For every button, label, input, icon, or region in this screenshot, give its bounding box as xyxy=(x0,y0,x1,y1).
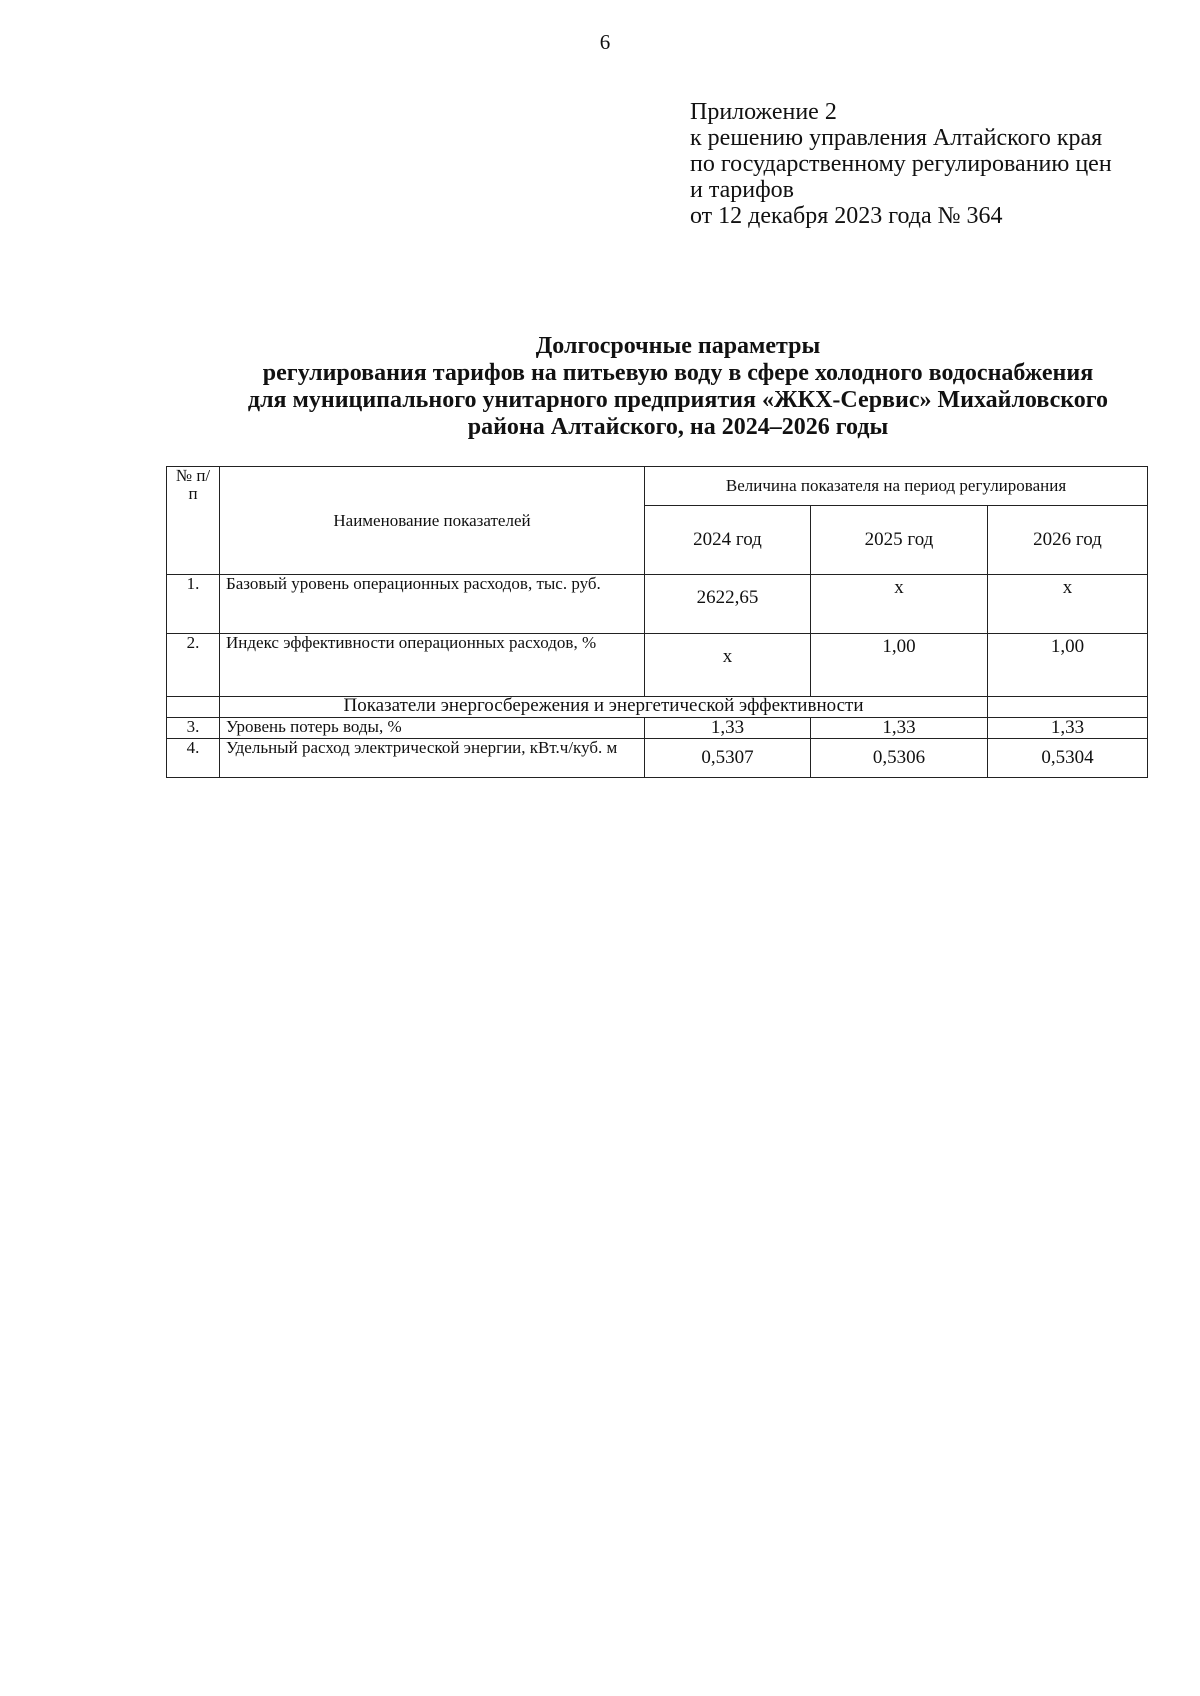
row-value-2024: 0,5307 xyxy=(645,739,811,778)
title-line: района Алтайского, на 2024–2026 годы xyxy=(467,414,889,440)
section-num xyxy=(167,697,220,718)
document-title xyxy=(0,333,1200,441)
table-header-row xyxy=(167,467,1148,506)
header-year-2024: 2024 год xyxy=(645,506,811,575)
page-number: 6 xyxy=(599,30,611,54)
row-value-2024: х xyxy=(645,634,811,697)
table-row xyxy=(167,739,1148,778)
header-period: Величина показателя на период регулирования xyxy=(645,467,1148,506)
header-name: Наименование показателей xyxy=(220,467,645,575)
row-value-2026: х xyxy=(988,575,1148,634)
table-row xyxy=(167,718,1148,739)
parameters-table xyxy=(166,466,1148,778)
row-value-2025: 1,00 xyxy=(811,634,988,697)
row-value-2026: 1,33 xyxy=(988,718,1148,739)
table-row xyxy=(167,575,1148,634)
header-year-2026: 2026 год xyxy=(988,506,1148,575)
row-name: Уровень потерь воды, % xyxy=(220,718,645,739)
row-value-2024: 1,33 xyxy=(645,718,811,739)
appendix-line: и тарифов xyxy=(690,177,795,203)
title-line: регулирования тарифов на питьевую воду в сфере холодного водоснабжения xyxy=(262,360,1094,386)
row-value-2025: 1,33 xyxy=(811,718,988,739)
row-num: 2. xyxy=(167,634,220,697)
section-row xyxy=(167,697,1148,718)
row-value-2024: 2622,65 xyxy=(645,575,811,634)
row-name: Индекс эффективности операционных расходов, % xyxy=(220,634,645,697)
section-empty xyxy=(988,697,1148,718)
row-value-2026: 0,5304 xyxy=(988,739,1148,778)
appendix-line: по государственному регулированию цен xyxy=(690,151,1112,177)
row-num: 4. xyxy=(167,739,220,778)
row-value-2026: 1,00 xyxy=(988,634,1148,697)
appendix-line: от 12 декабря 2023 года № 364 xyxy=(690,203,1003,229)
header-year-2025: 2025 год xyxy=(811,506,988,575)
row-value-2025: 0,5306 xyxy=(811,739,988,778)
header-num: № п/п xyxy=(167,467,220,575)
title-line: для муниципального унитарного предприятия «ЖКХ-Сервис» Михайловского xyxy=(247,387,1109,413)
row-num: 1. xyxy=(167,575,220,634)
appendix-block xyxy=(690,99,1112,229)
row-name: Удельный расход электрической энергии, кВт.ч/куб. м xyxy=(220,739,645,778)
appendix-line: к решению управления Алтайского края xyxy=(690,125,1103,151)
row-value-2025: х xyxy=(811,575,988,634)
appendix-line: Приложение 2 xyxy=(690,99,837,125)
section-title: Показатели энергосбережения и энергетической эффективности xyxy=(220,697,988,718)
title-line: Долгосрочные параметры xyxy=(535,333,821,359)
row-name: Базовый уровень операционных расходов, тыс. руб. xyxy=(220,575,645,634)
row-num: 3. xyxy=(167,718,220,739)
table-row xyxy=(167,634,1148,697)
